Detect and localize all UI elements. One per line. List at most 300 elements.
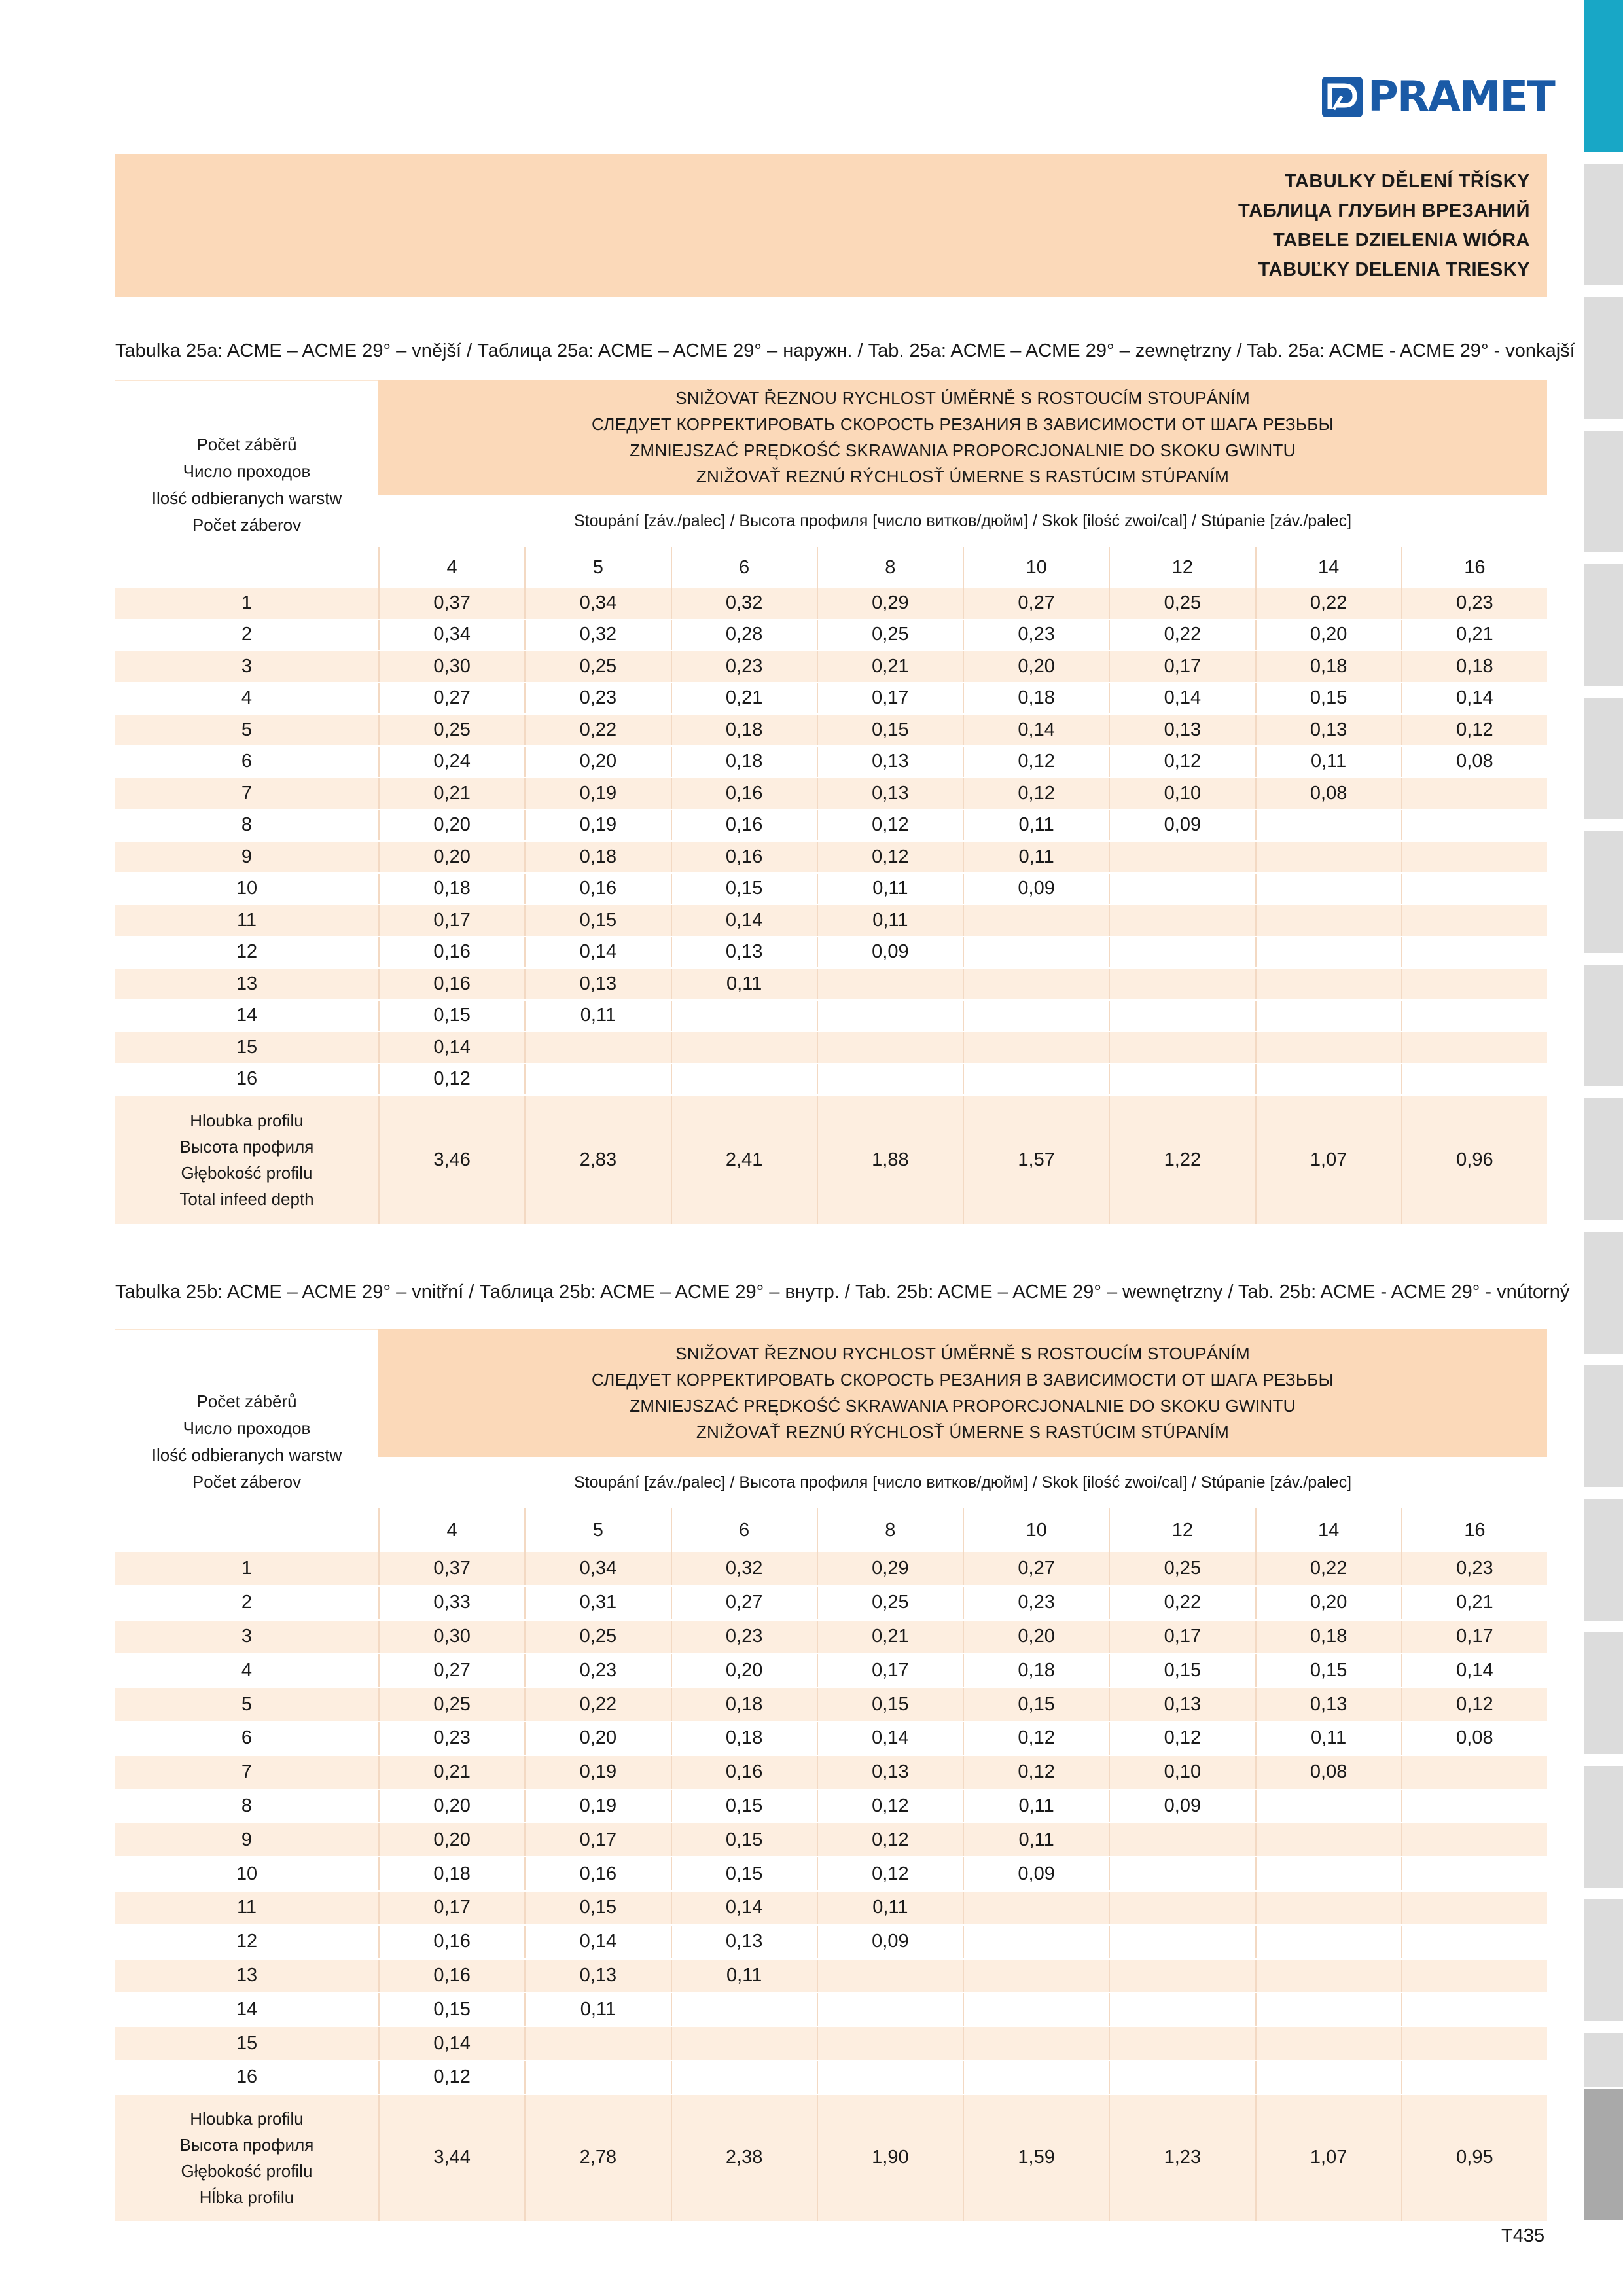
depth-cell: 0,17 [1401, 1621, 1547, 1653]
depth-cell: 0,11 [524, 1993, 670, 2026]
depth-cell: 0,24 [378, 747, 524, 778]
depth-cell [1109, 937, 1255, 968]
depth-cell: 0,14 [1401, 1654, 1547, 1687]
depth-cell: 0,27 [963, 1552, 1109, 1585]
table-a [115, 380, 1547, 1224]
pass-number: 11 [236, 909, 257, 931]
depth-cell [1401, 937, 1547, 968]
pass-number: 9 [241, 1829, 253, 1850]
page-title-box [115, 154, 1547, 297]
depth-cell: 0,15 [817, 1688, 963, 1721]
pramet-logo-icon [1322, 77, 1363, 117]
depth-cell: 0,15 [671, 1790, 817, 1823]
depth-cell [1401, 778, 1547, 809]
pass-number: 12 [236, 941, 258, 963]
pitch-column-header: 6 [671, 1508, 817, 1552]
depth-cell [1109, 874, 1255, 905]
depth-cell: 0,20 [524, 747, 670, 778]
depth-cell: 0,11 [963, 810, 1109, 841]
depth-cell: 0,15 [524, 1892, 670, 1924]
depth-cell: 0,17 [378, 905, 524, 936]
total-depth-cell: 1,88 [817, 1096, 963, 1224]
table-row [115, 1621, 1547, 1655]
table-row [115, 810, 1547, 842]
depth-cell [1401, 1926, 1547, 1958]
depth-cell: 0,18 [378, 1857, 524, 1890]
pitch-label: Stoupání [záv./palec] / Высота профиля [число витков/дюйм] / Skok [ilość zwoi/cal] / Stúpanie [záv./palec] [573, 511, 1352, 530]
depth-cell: 0,14 [524, 1926, 670, 1958]
pitch-columns-header [378, 1508, 1547, 1554]
depth-cell: 0,15 [1109, 1654, 1255, 1687]
section-tab [1584, 2033, 1623, 2087]
table-row [115, 747, 1547, 779]
depth-cell [524, 2061, 670, 2094]
pitch-label: Stoupání [záv./palec] / Высота профиля [число витков/дюйм] / Skok [ilość zwoi/cal] / Stúpanie [záv./palec] [573, 1473, 1352, 1492]
depth-cell: 0,20 [1255, 620, 1401, 651]
data-rows [115, 1552, 1547, 2095]
depth-cell [817, 1001, 963, 1031]
depth-cell: 0,12 [1109, 747, 1255, 778]
depth-cell: 0,14 [378, 1032, 524, 1063]
table-row [115, 1064, 1547, 1096]
depth-cell [1109, 1064, 1255, 1095]
depth-cell: 0,21 [817, 1621, 963, 1653]
depth-cell [963, 969, 1109, 999]
pitch-column-header: 4 [378, 1508, 524, 1552]
total-depth-label-line: Высота профиля [179, 1137, 314, 1157]
pramet-logo [1322, 73, 1554, 121]
depth-cell [963, 1032, 1109, 1063]
depth-cell [1401, 2061, 1547, 2094]
total-depth-cell: 3,44 [378, 2095, 524, 2221]
total-depth-cell: 0,96 [1401, 1096, 1547, 1224]
table-row [115, 620, 1547, 652]
depth-cell: 0,08 [1255, 1756, 1401, 1789]
depth-cell [671, 1001, 817, 1031]
pass-number: 12 [236, 1931, 258, 1952]
depth-cell: 0,19 [524, 810, 670, 841]
table-row [115, 1032, 1547, 1064]
pitch-column-header: 8 [817, 547, 963, 588]
depth-cell: 0,17 [817, 683, 963, 714]
depth-cell: 0,08 [1255, 778, 1401, 809]
depth-cell: 0,18 [378, 874, 524, 905]
speed-note-line: ZMNIEJSZAĆ PRĘDKOŚĆ SKRAWANIA PROPORCJONALNIE DO SKOKU GWINTU [630, 1396, 1296, 1416]
pitch-columns-header [378, 547, 1547, 590]
table-row [115, 1001, 1547, 1033]
depth-cell: 0,11 [671, 969, 817, 999]
depth-cell: 0,34 [378, 620, 524, 651]
depth-cell: 0,11 [817, 905, 963, 936]
table-b [115, 1329, 1547, 2216]
page-title-ru: ТАБЛИЦА ГЛУБИН ВРЕЗАНИЙ [1238, 200, 1530, 221]
table-row [115, 1790, 1547, 1824]
depth-cell: 0,32 [524, 620, 670, 651]
depth-cell: 0,16 [671, 1756, 817, 1789]
table-row [115, 715, 1547, 747]
section-tab [1584, 1365, 1623, 1487]
passes-label: Число проходов [183, 461, 311, 481]
table-row [115, 1926, 1547, 1960]
section-tab [1584, 1899, 1623, 2021]
depth-cell: 0,18 [671, 715, 817, 745]
depth-cell [1109, 1960, 1255, 1992]
pitch-column-header: 10 [963, 547, 1109, 588]
depth-cell [524, 1064, 670, 1095]
depth-cell [1109, 2027, 1255, 2060]
depth-cell: 0,21 [1401, 1587, 1547, 1619]
depth-cell [671, 2061, 817, 2094]
depth-cell: 0,34 [524, 588, 670, 619]
depth-cell [1401, 1892, 1547, 1924]
depth-cell: 0,12 [817, 842, 963, 872]
pitch-column-header: 12 [1109, 1508, 1255, 1552]
depth-cell [963, 2027, 1109, 2060]
depth-cell [817, 2027, 963, 2060]
depth-cell: 0,23 [671, 1621, 817, 1653]
depth-cell: 0,29 [817, 1552, 963, 1585]
depth-cell: 0,20 [378, 842, 524, 872]
table-row [115, 1960, 1547, 1994]
depth-cell [1255, 937, 1401, 968]
depth-cell: 0,21 [378, 1756, 524, 1789]
pass-number: 15 [236, 1036, 258, 1058]
depth-cell [963, 1960, 1109, 1992]
total-depth-row [115, 1096, 1547, 1224]
total-depth-cell: 1,90 [817, 2095, 963, 2221]
depth-cell [671, 2027, 817, 2060]
total-depth-label-line: Głębokość profilu [181, 1163, 313, 1183]
depth-cell: 0,13 [1255, 715, 1401, 745]
depth-cell [963, 1892, 1109, 1924]
section-tab-current [1584, 2089, 1623, 2220]
pass-number: 7 [241, 1761, 253, 1783]
section-tab [1584, 965, 1623, 1086]
section-tab [1584, 1098, 1623, 1220]
depth-cell: 0,27 [671, 1587, 817, 1619]
pass-number: 3 [241, 655, 253, 677]
depth-cell: 0,20 [1255, 1587, 1401, 1619]
table-row [115, 1823, 1547, 1857]
pitch-column-header: 16 [1401, 1508, 1547, 1552]
depth-cell [1255, 2027, 1401, 2060]
depth-cell: 0,16 [378, 1926, 524, 1958]
depth-cell [1401, 1960, 1547, 1992]
speed-note-line: ZNIŽOVAŤ REZNÚ RÝCHLOSŤ ÚMERNE S RASTÚCIM STÚPANÍM [696, 467, 1230, 486]
depth-cell [817, 1960, 963, 1992]
pass-number: 16 [236, 2066, 258, 2088]
depth-cell: 0,14 [817, 1722, 963, 1755]
total-depth-cell: 3,46 [378, 1096, 524, 1224]
depth-cell: 0,21 [817, 651, 963, 682]
depth-cell: 0,27 [378, 683, 524, 714]
depth-cell: 0,11 [1255, 747, 1401, 778]
depth-cell [963, 1993, 1109, 2026]
depth-cell [1255, 1993, 1401, 2026]
depth-cell [1401, 874, 1547, 905]
speed-note-line: СЛЕДУЕТ КОРРЕКТИРОВАТЬ СКОРОСТЬ РЕЗАНИЯ В ЗАВИСИМОСТИ ОТ ШАГА РЕЗЬБЫ [592, 1370, 1334, 1390]
depth-cell [963, 1926, 1109, 1958]
depth-cell: 0,11 [817, 874, 963, 905]
section-tab [1584, 1632, 1623, 1754]
depth-cell: 0,08 [1401, 747, 1547, 778]
depth-cell: 0,13 [524, 1960, 670, 1992]
pitch-column-header: 16 [1401, 547, 1547, 588]
depth-cell: 0,18 [524, 842, 670, 872]
depth-cell: 0,14 [963, 715, 1109, 745]
depth-cell [1401, 969, 1547, 999]
total-depth-cell: 1,23 [1109, 2095, 1255, 2221]
section-tab [1584, 164, 1623, 285]
pass-number: 9 [241, 846, 253, 867]
passes-label: Počet záberov [192, 1472, 302, 1492]
section-tab [1584, 1766, 1623, 1888]
section-tab [1584, 297, 1623, 419]
table-row [115, 1993, 1547, 2027]
pass-number: 2 [241, 624, 253, 645]
depth-cell: 0,22 [524, 715, 670, 745]
depth-cell [1255, 1892, 1401, 1924]
depth-cell: 0,12 [378, 1064, 524, 1095]
total-depth-cell: 0,95 [1401, 2095, 1547, 2221]
table-b-caption: Tabulka 25b: ACME – ACME 29° – vnitřní / Таблица 25b: ACME – ACME 29° – внутр. / Tab. 25b: ACME – ACME 29° – wewnętrzny / Tab. 25b: ACME - ACME 29° - vnútorný [115, 1282, 1570, 1302]
depth-cell: 0,23 [963, 620, 1109, 651]
passes-header [115, 380, 378, 589]
depth-cell: 0,16 [671, 778, 817, 809]
depth-cell: 0,15 [1255, 683, 1401, 714]
pass-number: 11 [236, 1897, 257, 1918]
table-row [115, 842, 1547, 874]
total-depth-cell: 2,83 [524, 1096, 670, 1224]
table-row [115, 1654, 1547, 1688]
depth-cell: 0,15 [1255, 1654, 1401, 1687]
table-row [115, 1857, 1547, 1892]
passes-label: Ilość odbieranych warstw [151, 1445, 342, 1465]
depth-cell: 0,23 [671, 651, 817, 682]
depth-cell: 0,22 [1109, 620, 1255, 651]
depth-cell: 0,37 [378, 1552, 524, 1585]
depth-cell: 0,09 [1109, 810, 1255, 841]
depth-cell [1401, 905, 1547, 936]
depth-cell: 0,15 [524, 905, 670, 936]
depth-cell: 0,13 [1109, 715, 1255, 745]
pitch-column-header: 14 [1255, 547, 1401, 588]
depth-cell: 0,15 [963, 1688, 1109, 1721]
table-row [115, 874, 1547, 906]
depth-cell [1401, 1032, 1547, 1063]
pass-number: 3 [241, 1625, 253, 1647]
table-row [115, 778, 1547, 810]
depth-cell: 0,22 [1255, 588, 1401, 619]
section-tab [1584, 1499, 1623, 1621]
depth-cell: 0,16 [378, 969, 524, 999]
depth-cell [1255, 1001, 1401, 1031]
section-tab [1584, 431, 1623, 552]
depth-cell: 0,20 [524, 1722, 670, 1755]
table-row [115, 1892, 1547, 1926]
pass-number: 4 [241, 1659, 253, 1681]
depth-cell: 0,12 [817, 1823, 963, 1856]
pass-number: 13 [236, 1964, 258, 1986]
page-title-pl: TABELE DZIELENIA WIÓRA [1273, 230, 1530, 251]
depth-cell [1255, 874, 1401, 905]
pitch-column-header: 8 [817, 1508, 963, 1552]
depth-cell: 0,18 [671, 1722, 817, 1755]
depth-cell: 0,22 [524, 1688, 670, 1721]
pass-number: 1 [241, 592, 253, 613]
depth-cell: 0,13 [524, 969, 670, 999]
depth-cell [817, 1032, 963, 1063]
depth-cell: 0,17 [1109, 651, 1255, 682]
pass-number: 4 [241, 687, 253, 709]
speed-note-line: SNIŽOVAT ŘEZNOU RYCHLOST ÚMĚRNĚ S ROSTOUCÍM STOUPÁNÍM [675, 1344, 1250, 1363]
depth-cell [963, 937, 1109, 968]
table-row [115, 937, 1547, 969]
depth-cell [1401, 1993, 1547, 2026]
depth-cell [1255, 842, 1401, 872]
depth-cell [963, 1064, 1109, 1095]
depth-cell: 0,12 [817, 810, 963, 841]
page-title-sk: TABUĽKY DELENIA TRIESKY [1258, 259, 1530, 280]
table-row [115, 683, 1547, 715]
depth-cell: 0,17 [1109, 1621, 1255, 1653]
total-depth-row [115, 2095, 1547, 2221]
pass-number: 6 [241, 1727, 253, 1749]
depth-cell: 0,27 [378, 1654, 524, 1687]
depth-cell: 0,25 [817, 620, 963, 651]
total-depth-cell: 1,07 [1255, 1096, 1401, 1224]
depth-cell [1255, 1960, 1401, 1992]
depth-cell [1255, 1926, 1401, 1958]
total-depth-label [115, 1096, 378, 1224]
depth-cell: 0,25 [817, 1587, 963, 1619]
depth-cell [1401, 1823, 1547, 1856]
total-depth-label-line: Głębokość profilu [181, 2161, 313, 2181]
section-tab [1584, 1232, 1623, 1354]
depth-cell [1255, 810, 1401, 841]
table-row [115, 1756, 1547, 1790]
depth-cell: 0,25 [1109, 588, 1255, 619]
total-depth-label-line: Hloubka profilu [190, 2108, 304, 2128]
depth-cell: 0,20 [671, 1654, 817, 1687]
depth-cell: 0,12 [1109, 1722, 1255, 1755]
depth-cell: 0,15 [671, 1823, 817, 1856]
depth-cell: 0,12 [817, 1790, 963, 1823]
pass-number: 15 [236, 2032, 258, 2054]
depth-cell: 0,13 [817, 1756, 963, 1789]
depth-cell: 0,18 [963, 683, 1109, 714]
table-row [115, 1552, 1547, 1587]
depth-cell: 0,12 [1401, 1688, 1547, 1721]
depth-cell [671, 1032, 817, 1063]
speed-note [378, 1329, 1547, 1457]
depth-cell [963, 905, 1109, 936]
depth-cell: 0,16 [671, 842, 817, 872]
pitch-column-header: 4 [378, 547, 524, 588]
depth-cell: 0,27 [963, 588, 1109, 619]
depth-cell: 0,23 [524, 1654, 670, 1687]
depth-cell: 0,16 [524, 1857, 670, 1890]
depth-cell: 0,23 [1401, 588, 1547, 619]
table-row [115, 1587, 1547, 1621]
logo-text: PRAMET [1368, 73, 1554, 121]
depth-cell: 0,33 [378, 1587, 524, 1619]
depth-cell: 0,18 [671, 1688, 817, 1721]
pass-number: 2 [241, 1592, 253, 1613]
depth-cell: 0,30 [378, 1621, 524, 1653]
depth-cell: 0,22 [1255, 1552, 1401, 1585]
total-depth-label-line: Total infeed depth [179, 1189, 314, 1209]
pass-number: 5 [241, 1693, 253, 1715]
total-depth-label-line: Hĺbka profilu [199, 2187, 294, 2207]
depth-cell: 0,11 [963, 1790, 1109, 1823]
pass-number: 10 [236, 1863, 258, 1884]
pass-number: 13 [236, 973, 258, 994]
depth-cell: 0,09 [817, 1926, 963, 1958]
depth-cell: 0,15 [378, 1993, 524, 2026]
depth-cell [1109, 1993, 1255, 2026]
depth-cell [1401, 1064, 1547, 1095]
depth-cell: 0,13 [817, 778, 963, 809]
pass-number: 8 [241, 814, 253, 836]
depth-cell: 0,20 [378, 1790, 524, 1823]
depth-cell: 0,11 [524, 1001, 670, 1031]
depth-cell: 0,12 [1401, 715, 1547, 745]
depth-cell: 0,19 [524, 1756, 670, 1789]
total-depth-label [115, 2095, 378, 2221]
depth-cell [1109, 1926, 1255, 1958]
depth-cell [1109, 2061, 1255, 2094]
depth-cell: 0,17 [378, 1892, 524, 1924]
depth-cell: 0,23 [963, 1587, 1109, 1619]
total-depth-cell: 1,59 [963, 2095, 1109, 2221]
depth-cell: 0,14 [671, 905, 817, 936]
table-row [115, 969, 1547, 1001]
depth-cell [1109, 1823, 1255, 1856]
total-depth-cell: 1,57 [963, 1096, 1109, 1224]
depth-cell [671, 1064, 817, 1095]
depth-cell: 0,14 [524, 937, 670, 968]
depth-cell: 0,22 [1109, 1587, 1255, 1619]
depth-cell: 0,21 [378, 778, 524, 809]
section-tab [1584, 564, 1623, 686]
depth-cell: 0,19 [524, 778, 670, 809]
depth-cell: 0,20 [963, 1621, 1109, 1653]
speed-note-line: ZNIŽOVAŤ REZNÚ RÝCHLOSŤ ÚMERNE S RASTÚCIM STÚPANÍM [696, 1422, 1230, 1442]
depth-cell: 0,25 [378, 1688, 524, 1721]
depth-cell: 0,16 [671, 810, 817, 841]
depth-cell: 0,10 [1109, 1756, 1255, 1789]
total-depth-label-line: Высота профиля [179, 2134, 314, 2155]
depth-cell [1255, 1790, 1401, 1823]
depth-cell: 0,34 [524, 1552, 670, 1585]
pitch-column-header: 14 [1255, 1508, 1401, 1552]
passes-label: Počet záběrů [196, 1391, 297, 1411]
depth-cell: 0,20 [963, 651, 1109, 682]
total-depth-cell: 2,38 [671, 2095, 817, 2221]
depth-cell: 0,15 [378, 1001, 524, 1031]
speed-note-line: ZMNIEJSZAĆ PRĘDKOŚĆ SKRAWANIA PROPORCJONALNIE DO SKOKU GWINTU [630, 440, 1296, 460]
depth-cell: 0,13 [671, 1926, 817, 1958]
data-rows [115, 588, 1547, 1096]
pass-number: 6 [241, 751, 253, 772]
pass-number: 14 [236, 1998, 258, 2020]
passes-label: Počet záběrů [196, 435, 297, 454]
depth-cell [1109, 1032, 1255, 1063]
depth-cell: 0,11 [817, 1892, 963, 1924]
depth-cell: 0,28 [671, 620, 817, 651]
depth-cell: 0,17 [524, 1823, 670, 1856]
